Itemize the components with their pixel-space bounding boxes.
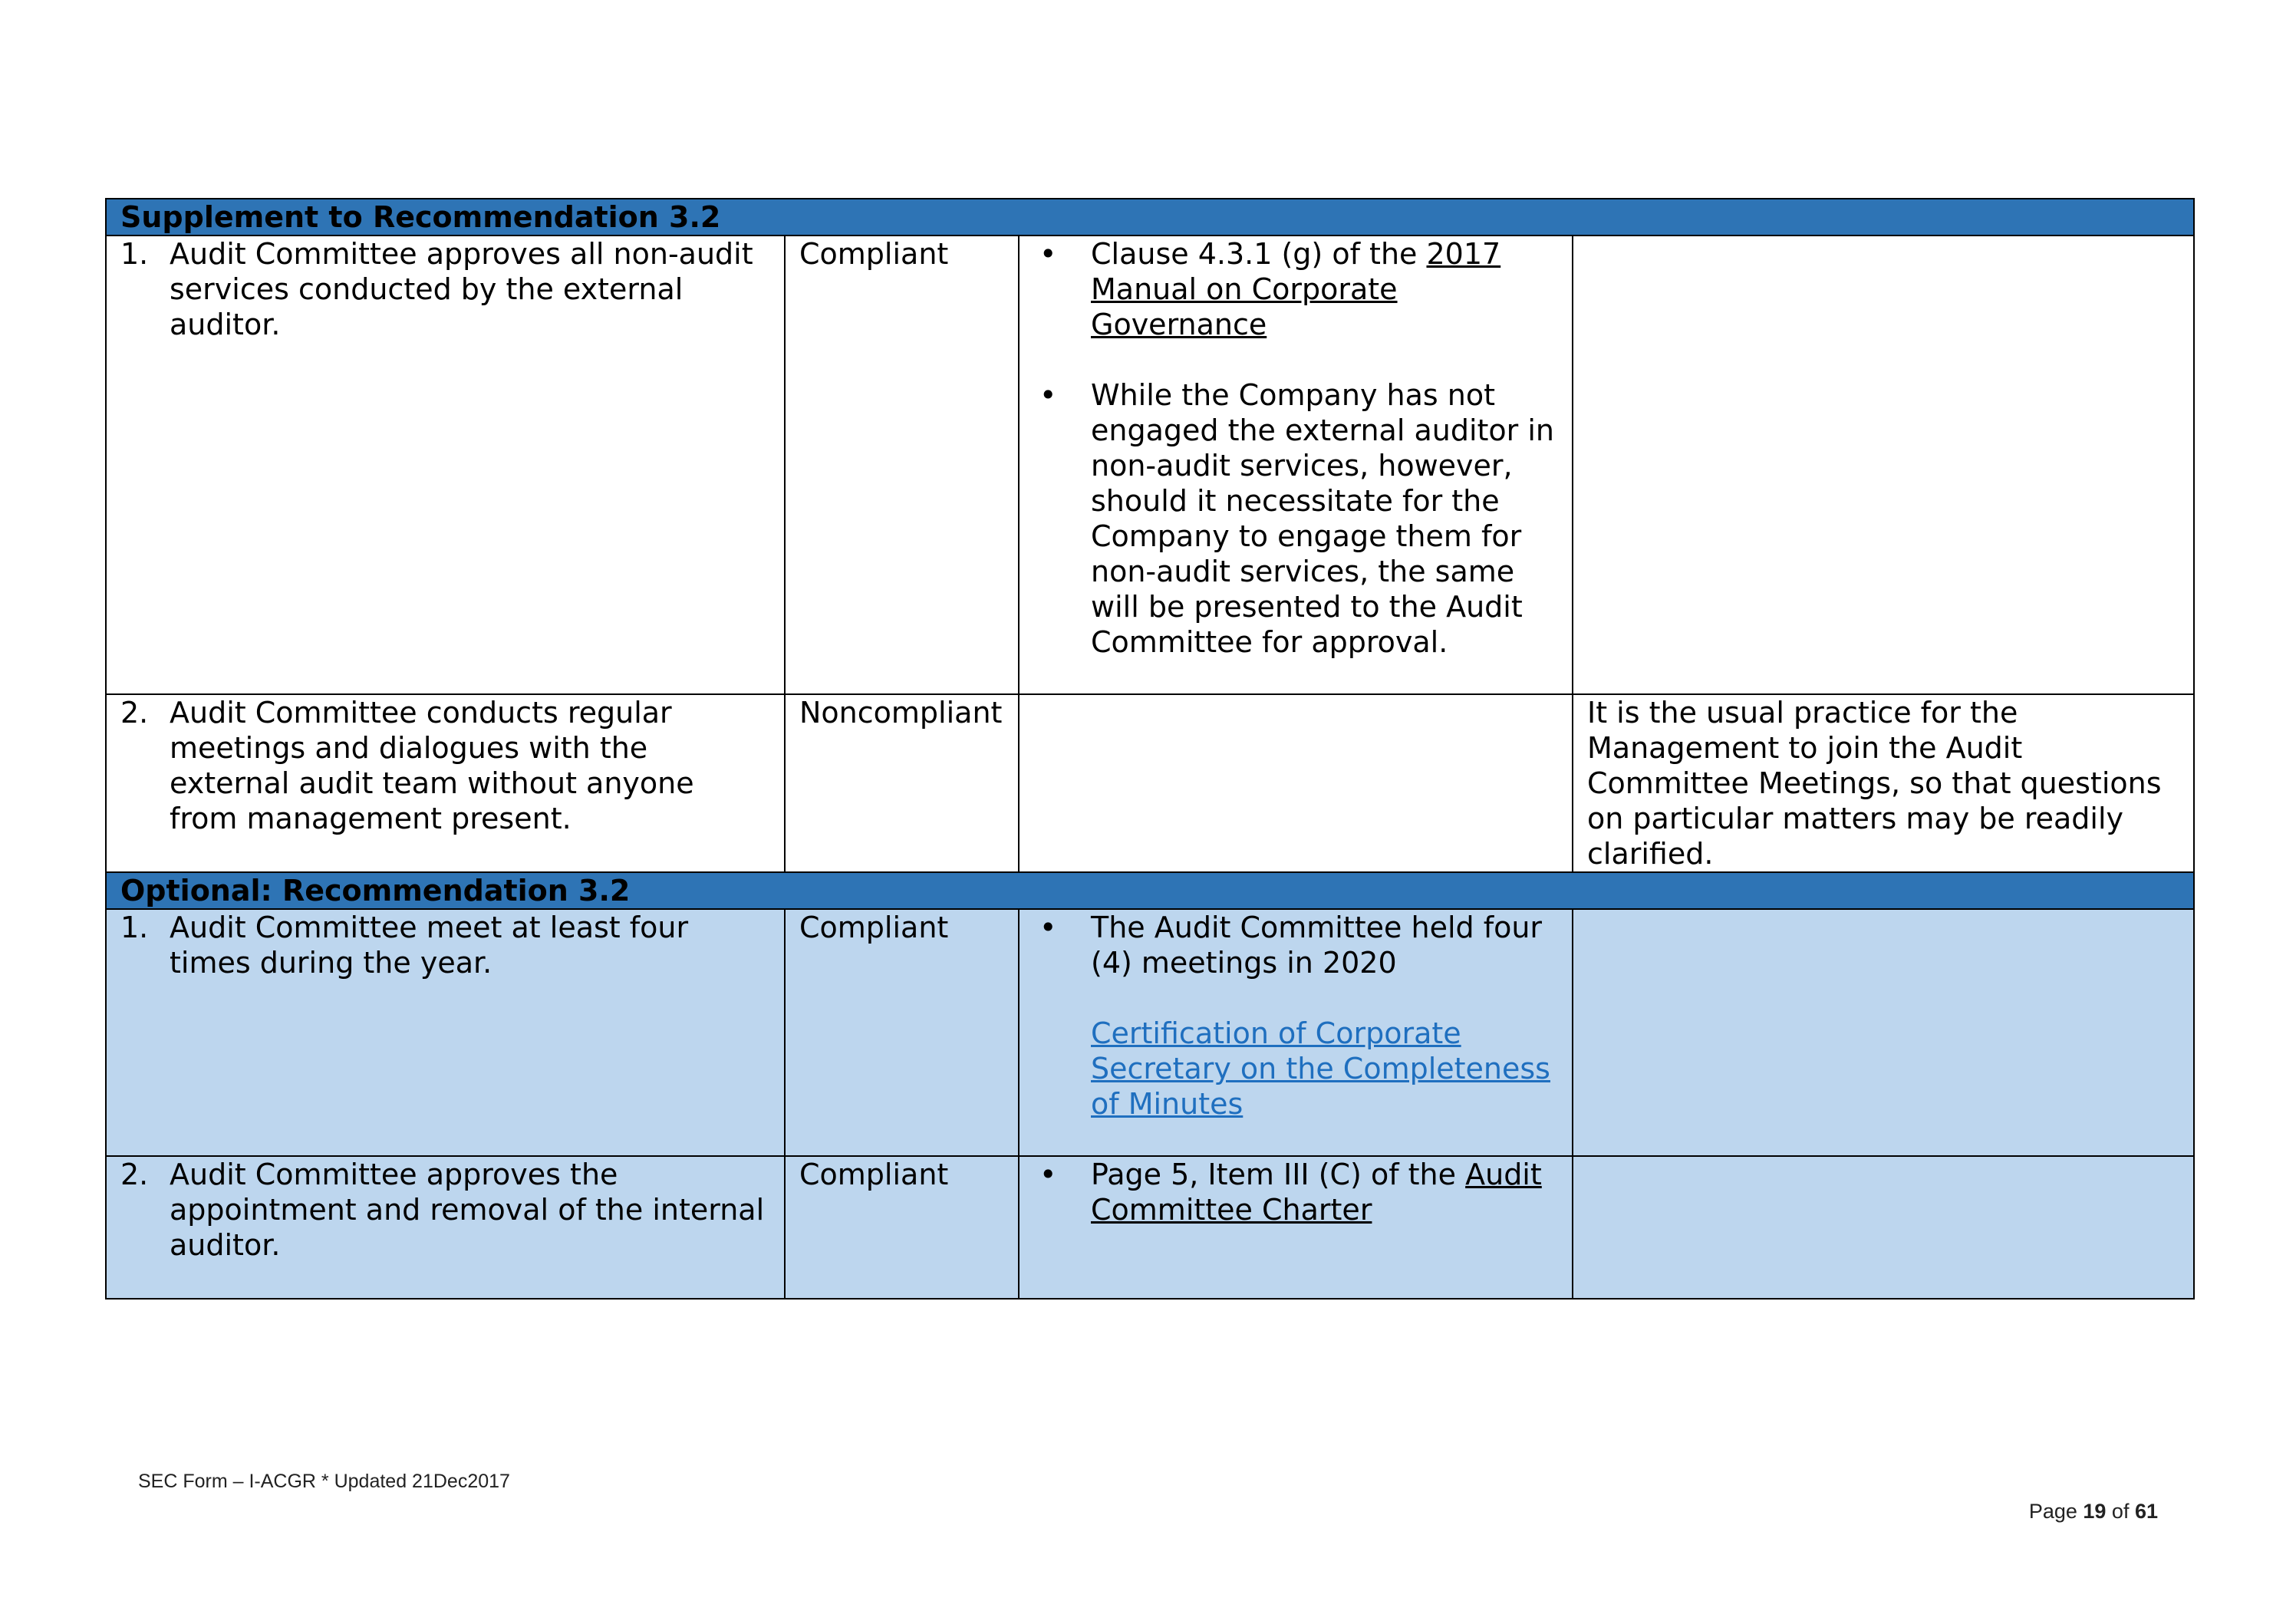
recommendation-text: Audit Committee meet at least four times during the year. <box>170 911 689 980</box>
section-title: Optional: Recommendation 3.2 <box>106 872 2194 909</box>
section-title: Supplement to Recommendation 3.2 <box>106 199 2194 236</box>
table-row <box>106 1156 2194 1299</box>
page-current: 19 <box>2083 1500 2107 1523</box>
page-total: 61 <box>2134 1500 2158 1523</box>
page-number <box>2029 1500 2158 1524</box>
bullet-icon: • <box>1039 378 1057 412</box>
recommendation-cell <box>106 694 785 872</box>
recommendation-cell <box>106 1156 785 1299</box>
section-header-row <box>106 872 2194 909</box>
supporting-info-cell <box>1019 1156 1573 1299</box>
bullet-item <box>1033 236 1558 342</box>
form-footer: SEC Form – I-ACGR * Updated 21Dec2017 <box>138 1471 510 1492</box>
compliance-status: Noncompliant <box>785 694 1019 872</box>
explanation-cell <box>1573 909 2194 1156</box>
table-row <box>106 694 2194 872</box>
bullet-item <box>1033 910 1558 980</box>
manual-link[interactable]: 2017 Manual on Corporate Governance <box>1091 237 1501 341</box>
supporting-info-cell <box>1019 694 1573 872</box>
bullet-icon: • <box>1039 237 1057 271</box>
explanation-cell <box>1573 236 2194 694</box>
bullet-text: The Audit Committee held four (4) meetings in 2020 <box>1091 911 1543 980</box>
recommendation-text: Audit Committee conducts regular meetings and dialogues with the external audit team without anyone from management present. <box>170 696 694 835</box>
item-number: 1. <box>120 911 149 944</box>
bullet-item <box>1033 1157 1558 1227</box>
section-header-row <box>106 199 2194 236</box>
page-label: Page <box>2028 1500 2084 1523</box>
recommendation-text: Audit Committee approves all non-audit services conducted by the external auditor. <box>170 237 753 341</box>
certification-link[interactable]: Certification of Corporate Secretary on the Completeness of Minutes <box>1091 1016 1550 1121</box>
compliance-status: Compliant <box>785 1156 1019 1299</box>
acgr-table <box>105 198 2195 1300</box>
charter-link[interactable]: Audit Committee Charter <box>1091 1158 1542 1227</box>
bullet-text: Page 5, Item III (C) of the <box>1091 1158 1466 1191</box>
recommendation-text: Audit Committee approves the appointment and removal of the internal auditor. <box>170 1158 765 1262</box>
bullet-text: While the Company has not engaged the external auditor in non-audit services, however, should it necessitate for the Company to engage them for non-audit services, the same will be presented to the Audit Committee for approval. <box>1091 378 1554 659</box>
compliance-status: Compliant <box>785 909 1019 1156</box>
table-row <box>106 236 2194 694</box>
compliance-status: Compliant <box>785 236 1019 694</box>
item-number: 2. <box>120 1158 149 1191</box>
bullet-icon: • <box>1039 1158 1057 1191</box>
explanation-cell: It is the usual practice for the Management to join the Audit Committee Meetings, so that questions on particular matters may be readily clarified. <box>1573 694 2194 872</box>
item-number: 1. <box>120 237 149 271</box>
page-of-label: of <box>2106 1500 2135 1523</box>
item-number: 2. <box>120 696 149 730</box>
supporting-info-cell <box>1019 909 1573 1156</box>
explanation-cell <box>1573 1156 2194 1299</box>
recommendation-cell <box>106 236 785 694</box>
table-row <box>106 909 2194 1156</box>
bullet-icon: • <box>1039 911 1057 944</box>
supporting-info-cell <box>1019 236 1573 694</box>
bullet-text: Clause 4.3.1 (g) of the <box>1091 237 1427 271</box>
recommendation-cell <box>106 909 785 1156</box>
bullet-item <box>1033 377 1558 660</box>
